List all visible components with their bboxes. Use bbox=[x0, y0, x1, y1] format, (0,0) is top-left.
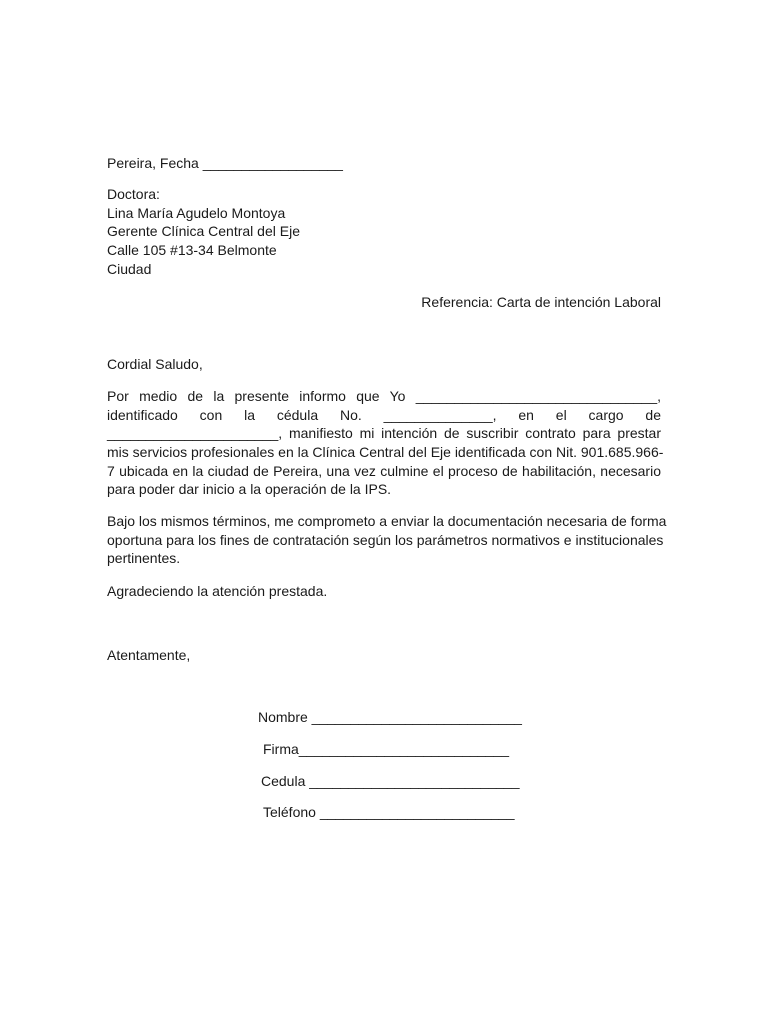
recipient-position: Gerente Clínica Central del Eje bbox=[107, 223, 300, 240]
paragraph-line: para poder dar inicio a la operación de la IPS. bbox=[107, 481, 392, 498]
paragraph-commitment bbox=[107, 512, 667, 568]
paragraph-line: Bajo los mismos términos, me comprometo a enviar la documentación necesaria de forma bbox=[107, 513, 667, 529]
closing-line: Atentamente, bbox=[107, 647, 191, 663]
recipient-name: Lina María Agudelo Montoya bbox=[107, 204, 286, 221]
greeting: Cordial Saludo, bbox=[107, 356, 203, 372]
paragraph-line: pertinentes. bbox=[107, 550, 181, 567]
paragraph-line: identificado con la cédula No. ______________, en el cargo de bbox=[107, 406, 661, 423]
paragraph-line: mis servicios profesionales en la Clínica Central del Eje identificada con Nit. 901.685.966- bbox=[107, 444, 664, 461]
date-line: Pereira, Fecha __________________ bbox=[107, 155, 343, 171]
paragraph-intention bbox=[107, 387, 664, 499]
recipient-address: Calle 105 #13-34 Belmonte bbox=[107, 242, 277, 259]
paragraph-line: ______________________, manifiesto mi intención de suscribir contrato para prestar bbox=[107, 425, 661, 442]
paragraph-line: 7 ubicada en la ciudad de Pereira, una vez culmine el proceso de habilitación, necesario bbox=[107, 462, 661, 479]
recipient-city: Ciudad bbox=[107, 260, 152, 277]
paragraph-line: oportuna para los fines de contratación según los parámetros normativos e institucionales bbox=[107, 531, 664, 548]
signature-id-line: Cedula ___________________________ bbox=[261, 773, 520, 789]
signature-firma-line: Firma___________________________ bbox=[263, 741, 509, 757]
reference-line: Referencia: Carta de intención Laboral bbox=[421, 294, 661, 310]
recipient-block bbox=[107, 185, 661, 278]
paragraph-line: Por medio de la presente informo que Yo _______________________________, bbox=[107, 388, 661, 404]
signature-name-line: Nombre ___________________________ bbox=[258, 709, 522, 725]
thanks-line: Agradeciendo la atención prestada. bbox=[107, 583, 328, 599]
signature-phone-line: Teléfono _________________________ bbox=[263, 804, 515, 820]
recipient-title: Doctora: bbox=[107, 186, 160, 202]
